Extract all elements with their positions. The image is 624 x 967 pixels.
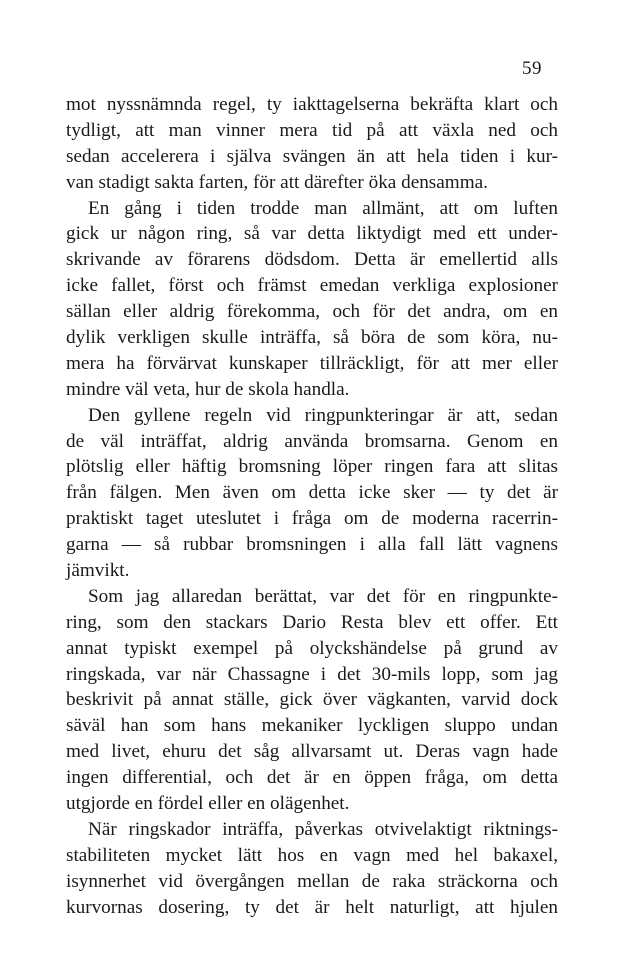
- paragraph: [66, 92, 558, 196]
- text-line: gick ur någon ring, så var detta liktydigt med ett under-: [66, 223, 558, 245]
- text-line: sällan eller aldrig förekomma, och för det andra, om en: [66, 301, 558, 323]
- paragraph: [66, 196, 558, 403]
- text-line: När ringskador inträffa, påverkas otvivelaktigt riktnings-: [88, 818, 558, 840]
- text-line: ring, som den stackars Dario Resta blev ett offer. Ett: [66, 611, 558, 633]
- text-line: utgjorde en fördel eller en olägenhet.: [66, 793, 350, 815]
- text-line: säväl han som hans mekaniker lyckligen sluppo undan: [66, 715, 558, 737]
- text-line: tydligt, att man vinner mera tid på att växla ned och: [66, 119, 558, 141]
- text-line: ingen differential, och det är en öppen fråga, om detta: [66, 767, 558, 789]
- paragraph: [66, 817, 558, 921]
- text-line: annat typiskt exempel på olyckshändelse på grund av: [66, 637, 558, 659]
- text-line: beskrivit på annat ställe, gick över vägkanten, varvid dock: [66, 689, 558, 711]
- text-line: Som jag allaredan berättat, var det för en ringpunkte-: [88, 585, 558, 607]
- text-line: praktiskt taget uteslutet i fråga om de moderna racerrin-: [66, 508, 558, 530]
- page-number: 59: [522, 58, 542, 79]
- text-line: Den gyllene regeln vid ringpunkteringar är att, sedan: [88, 404, 558, 426]
- text-line: mot nyssnämnda regel, ty iakttagelserna bekräfta klart och: [66, 94, 558, 115]
- text-line: En gång i tiden trodde man allmänt, att om luften: [88, 197, 558, 219]
- text-line: skrivande av förarens dödsdom. Detta är emellertid alls: [66, 249, 558, 271]
- text-line: från fälgen. Men även om detta icke sker — ty det är: [66, 482, 558, 504]
- text-line: jämvikt.: [66, 560, 130, 582]
- paragraph: [66, 403, 558, 584]
- text-line: icke fallet, först och främst emedan verkliga explosioner: [66, 275, 558, 297]
- paragraph: [66, 584, 558, 817]
- text-line: sedan accelerera i själva svängen än att hela tiden i kur-: [66, 145, 558, 167]
- body-text: [66, 92, 558, 921]
- text-line: med livet, ehuru det såg allvarsamt ut. Deras vagn hade: [66, 741, 558, 763]
- text-line: plötslig eller häftig bromsning löper ringen fara att slitas: [66, 456, 558, 478]
- text-line: kurvornas dosering, ty det är helt naturligt, att hjulen: [66, 896, 558, 918]
- text-line: van stadigt sakta farten, för att därefter öka densamma.: [66, 171, 488, 193]
- text-line: isynnerhet vid övergången mellan de raka sträckorna och: [66, 870, 558, 892]
- text-line: de väl inträffat, aldrig använda bromsarna. Genom en: [66, 430, 558, 452]
- text-line: stabiliteten mycket lätt hos en vagn med hel bakaxel,: [66, 844, 558, 866]
- text-line: garna — så rubbar bromsningen i alla fall lätt vagnens: [66, 534, 558, 556]
- text-line: mera ha förvärvat kunskaper tillräckligt, för att mer eller: [66, 352, 558, 374]
- text-line: mindre väl veta, hur de skola handla.: [66, 378, 350, 400]
- text-line: dylik verkligen skulle inträffa, så böra de som köra, nu-: [66, 327, 558, 349]
- text-line: ringskada, var när Chassagne i det 30-mils lopp, som jag: [66, 663, 558, 685]
